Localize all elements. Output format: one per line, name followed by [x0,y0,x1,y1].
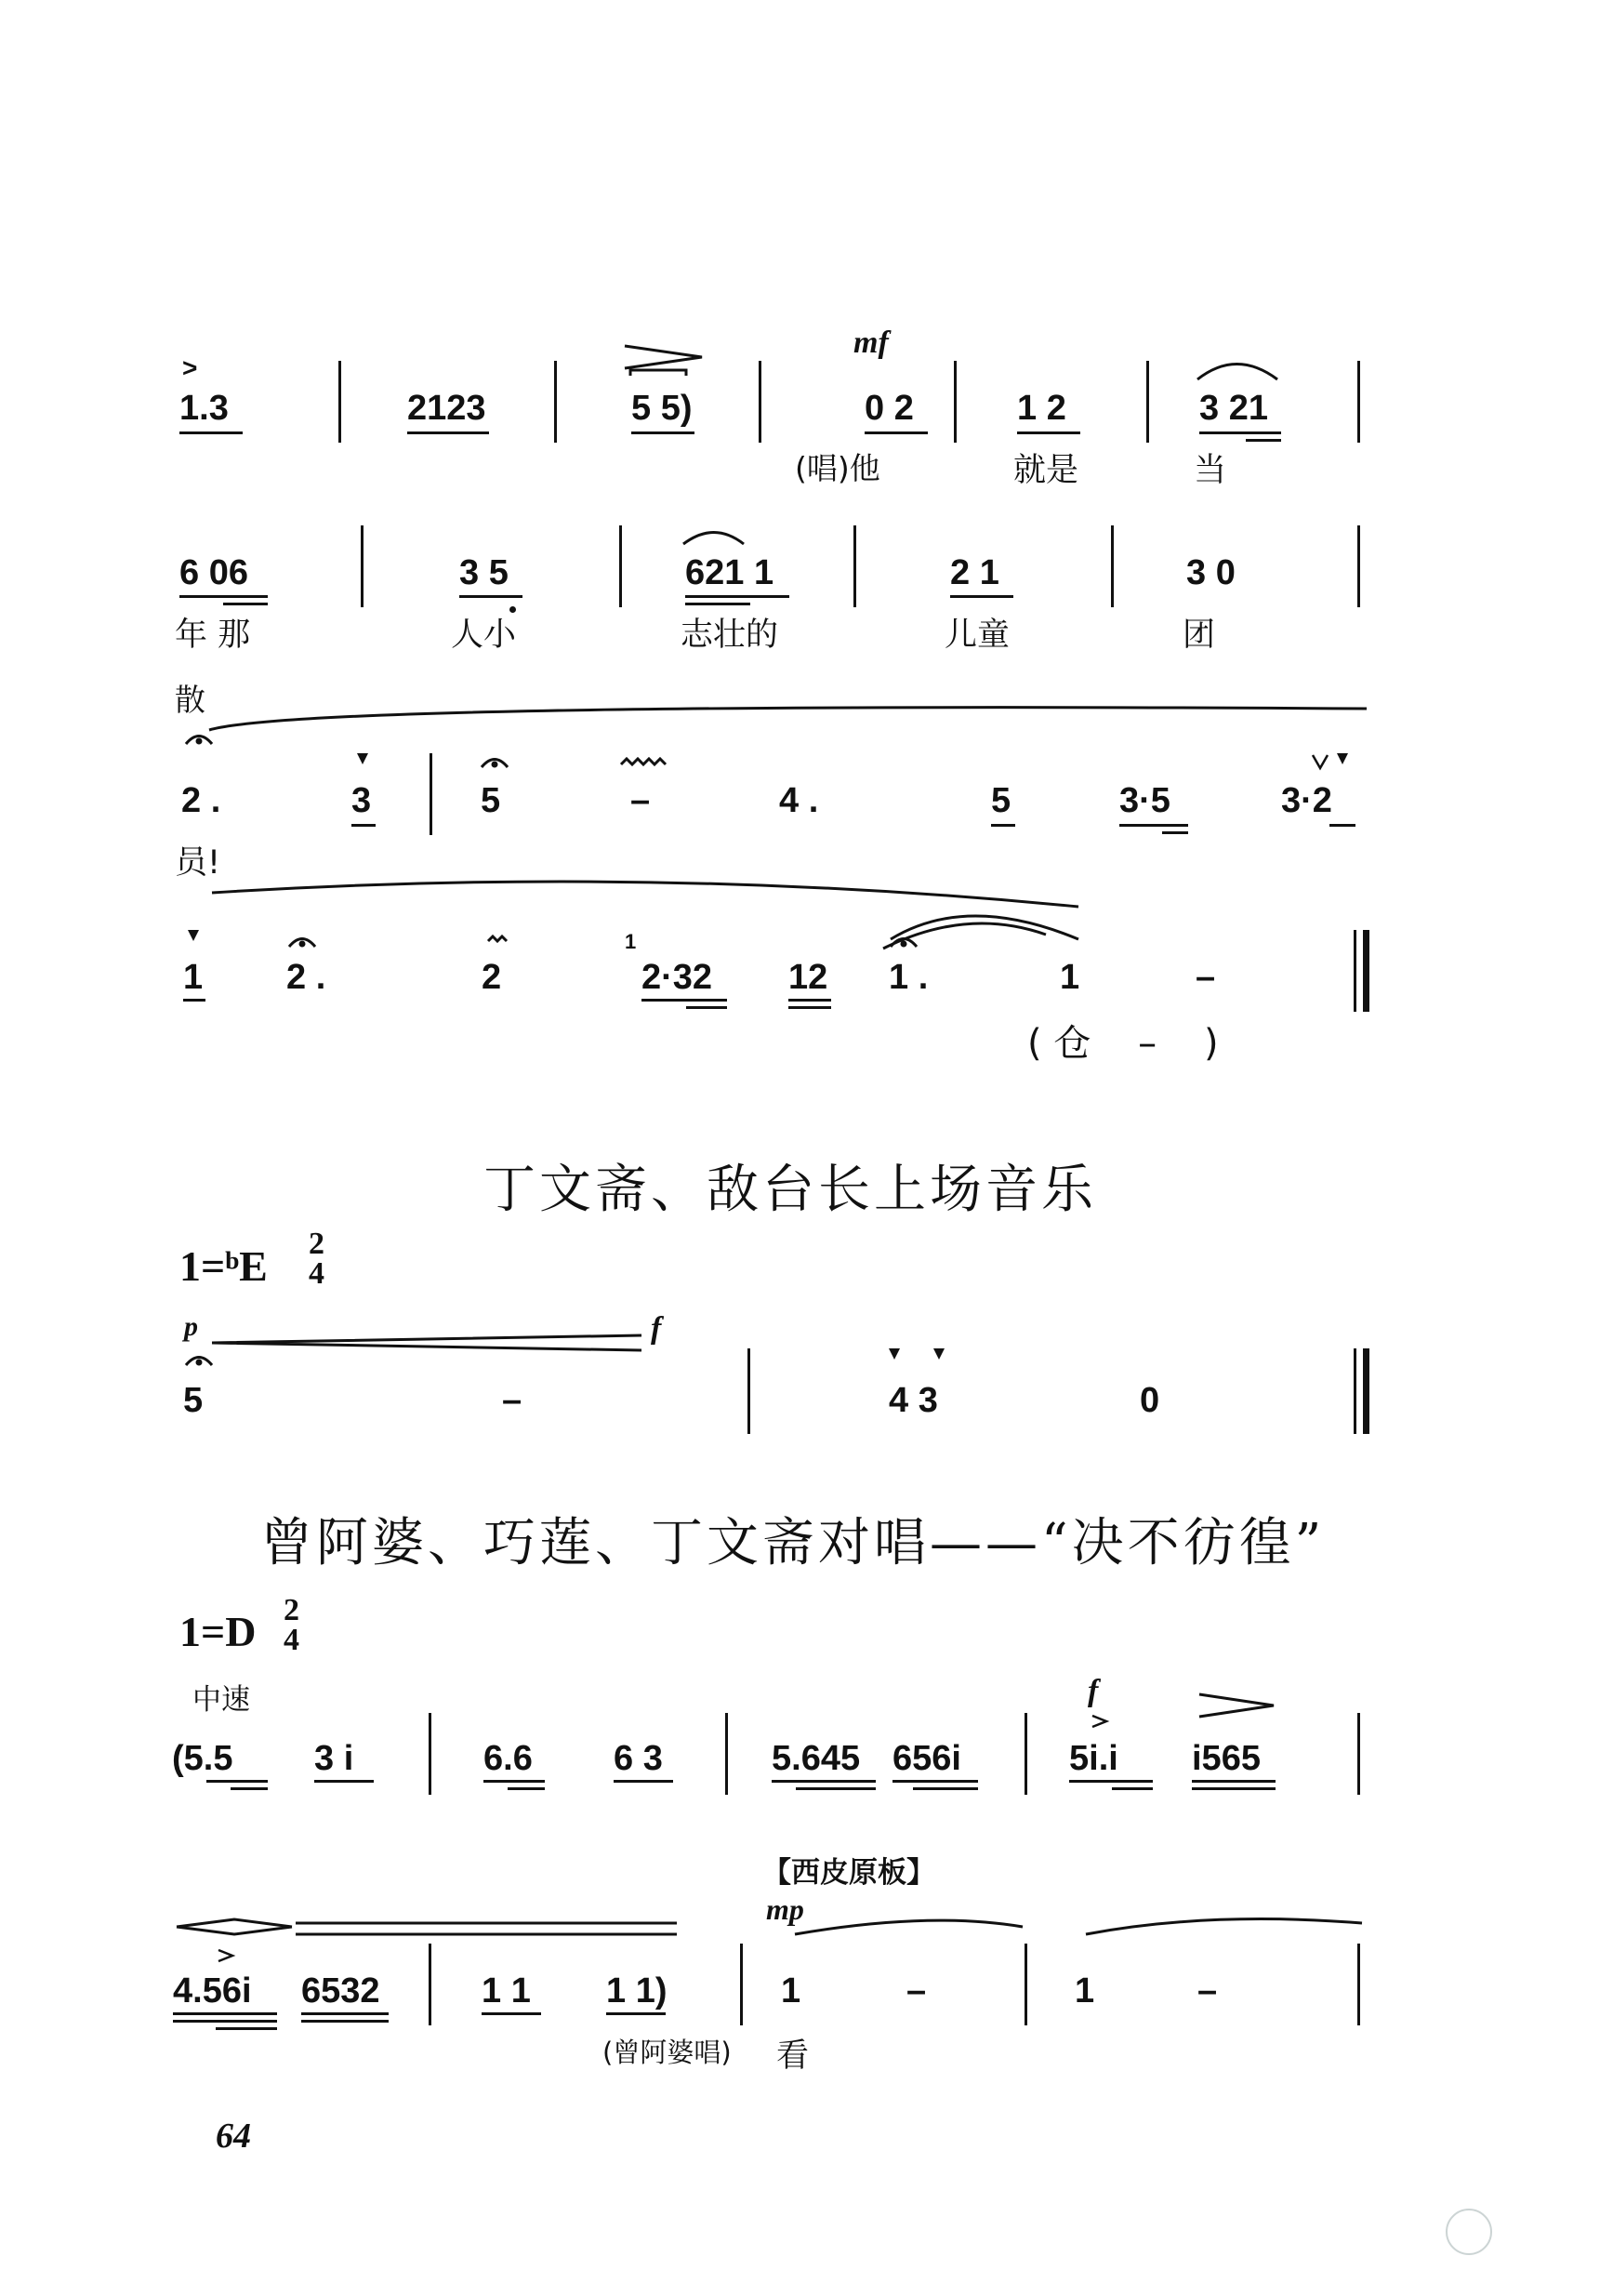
note-group: 2 . [181,781,221,820]
note-group: 5i.i [1069,1739,1118,1778]
lyric: 就是 [1013,452,1079,489]
dynamic-mark: mf [853,325,889,360]
note-group: 1 [1075,1971,1095,2011]
note-group: 3·5 [1119,781,1170,820]
key-signature: 1=D [179,1608,257,1655]
time-bottom: 4 [284,1623,299,1658]
tempo-mark: 散 [175,682,205,718]
lyric: 年 那 [175,617,251,654]
lyric: 当 [1194,452,1227,489]
note-group: 656i [892,1739,961,1778]
note-group: 6532 [301,1971,380,2011]
note-group: 0 [1140,1381,1160,1420]
note-group: – [630,781,651,820]
note-group: 5 [991,781,1011,820]
note-group: 4.56i [173,1971,252,2011]
note-group: – [1197,1971,1218,2011]
note-group: 6 06 [179,553,248,592]
note-group: 1 1 [482,1971,531,2011]
grace-note: 1 [625,930,637,953]
time-bottom: 4 [309,1256,324,1292]
note-group: 1 . [889,958,929,997]
time-top: 2 [284,1593,299,1627]
lyric: 儿童 [945,617,1011,654]
note-group: 6 3 [614,1739,663,1778]
page-number: 64 [216,2117,251,2156]
note-group: 1 [781,1971,801,2011]
percussion-line: ( 仓 – ) [1027,1022,1219,1065]
dynamic-mark: f [651,1311,662,1346]
note-group: 1 1) [606,1971,668,2011]
tempo-mark: 中速 [192,1683,250,1717]
note-group: – [906,1971,927,2011]
section-title: 丁文斋、敌台长上场音乐 [483,1160,1097,1220]
lyric: (曾阿婆唱) [602,2037,732,2068]
note-group: 1 2 [1017,389,1066,428]
lyric: 团 [1183,617,1216,654]
note-group: 621 1 [685,553,774,592]
note-group: (5.5 [172,1739,233,1778]
time-top: 2 [309,1227,324,1261]
note-group: 2 [482,958,502,997]
note-group: 1 [1060,958,1080,997]
note-group: 1 [183,958,204,997]
note-group: 3 [351,781,372,820]
lyric: (唱)他 [795,450,880,486]
note-group: 2·32 [641,958,713,997]
dynamic-mark: f [1088,1674,1099,1708]
note-group: 12 [788,958,828,997]
note-group: 5 [481,781,501,820]
lyric: 志壮的 [681,617,779,654]
banqiang-label: 【西皮原板】 [762,1856,935,1890]
note-group: – [502,1381,522,1420]
note-group: 5 [183,1381,204,1420]
note-group: 3 21 [1199,389,1268,428]
section-title: 曾阿婆、巧莲、丁文斋对唱——“决不彷徨” [260,1513,1326,1573]
note-group: i565 [1192,1739,1261,1778]
note-group: 5.645 [772,1739,861,1778]
note-group: 3 5 [459,553,509,592]
note-group: 0 2 [865,389,914,428]
note-group: 1.3 [179,389,229,428]
note-group: 6.6 [483,1739,533,1778]
note-group: 2123 [407,389,486,428]
lyric: 人小 [451,617,517,654]
note-group: 3 0 [1186,553,1236,592]
lyric: 员! [175,844,221,882]
key-signature: 1=ᵇE [179,1242,268,1290]
note-group: 3·2 [1281,781,1332,820]
score-page: > 1.3 2123 5 5) mf 0 2 1 2 3 21 (唱)他 就是 当 6 06 3 5 621 1 2 1 3 0 年 那 人小 志壮的 儿童 团 散 2 . 3 5 – 4 . 5 3·5 3·2 员! 1 2 . 2 1 2·32 12 1 . 1 – ( 仓 – ) 丁文斋、敌台长上场音乐 1=ᵇE 2 4 p f 5 – 4 3 0 曾阿婆、巧莲、丁文斋对唱——“决不彷徨” 1=D 2 4 中速 (5.5 3 i 6.6 6 3 5.645 656i f 5i.i i565 【西皮原板】 mp 4.56i 6532 1 1 1 1) 1 – 1 – (曾阿婆唱) 看 64 [0,0,1613,2296]
dynamic-mark: p [184,1311,198,1342]
note-group: 4 3 [889,1381,938,1420]
note-group: 2 1 [950,553,999,592]
note-group: 3 i [314,1739,354,1778]
lyric: 看 [776,2037,810,2075]
note-group: 2 . [286,958,326,997]
note-group: 5 5) [631,389,693,428]
dynamic-mark: mp [766,1892,804,1926]
note-group: – [1196,958,1216,997]
note-group: 4 . [779,781,819,820]
